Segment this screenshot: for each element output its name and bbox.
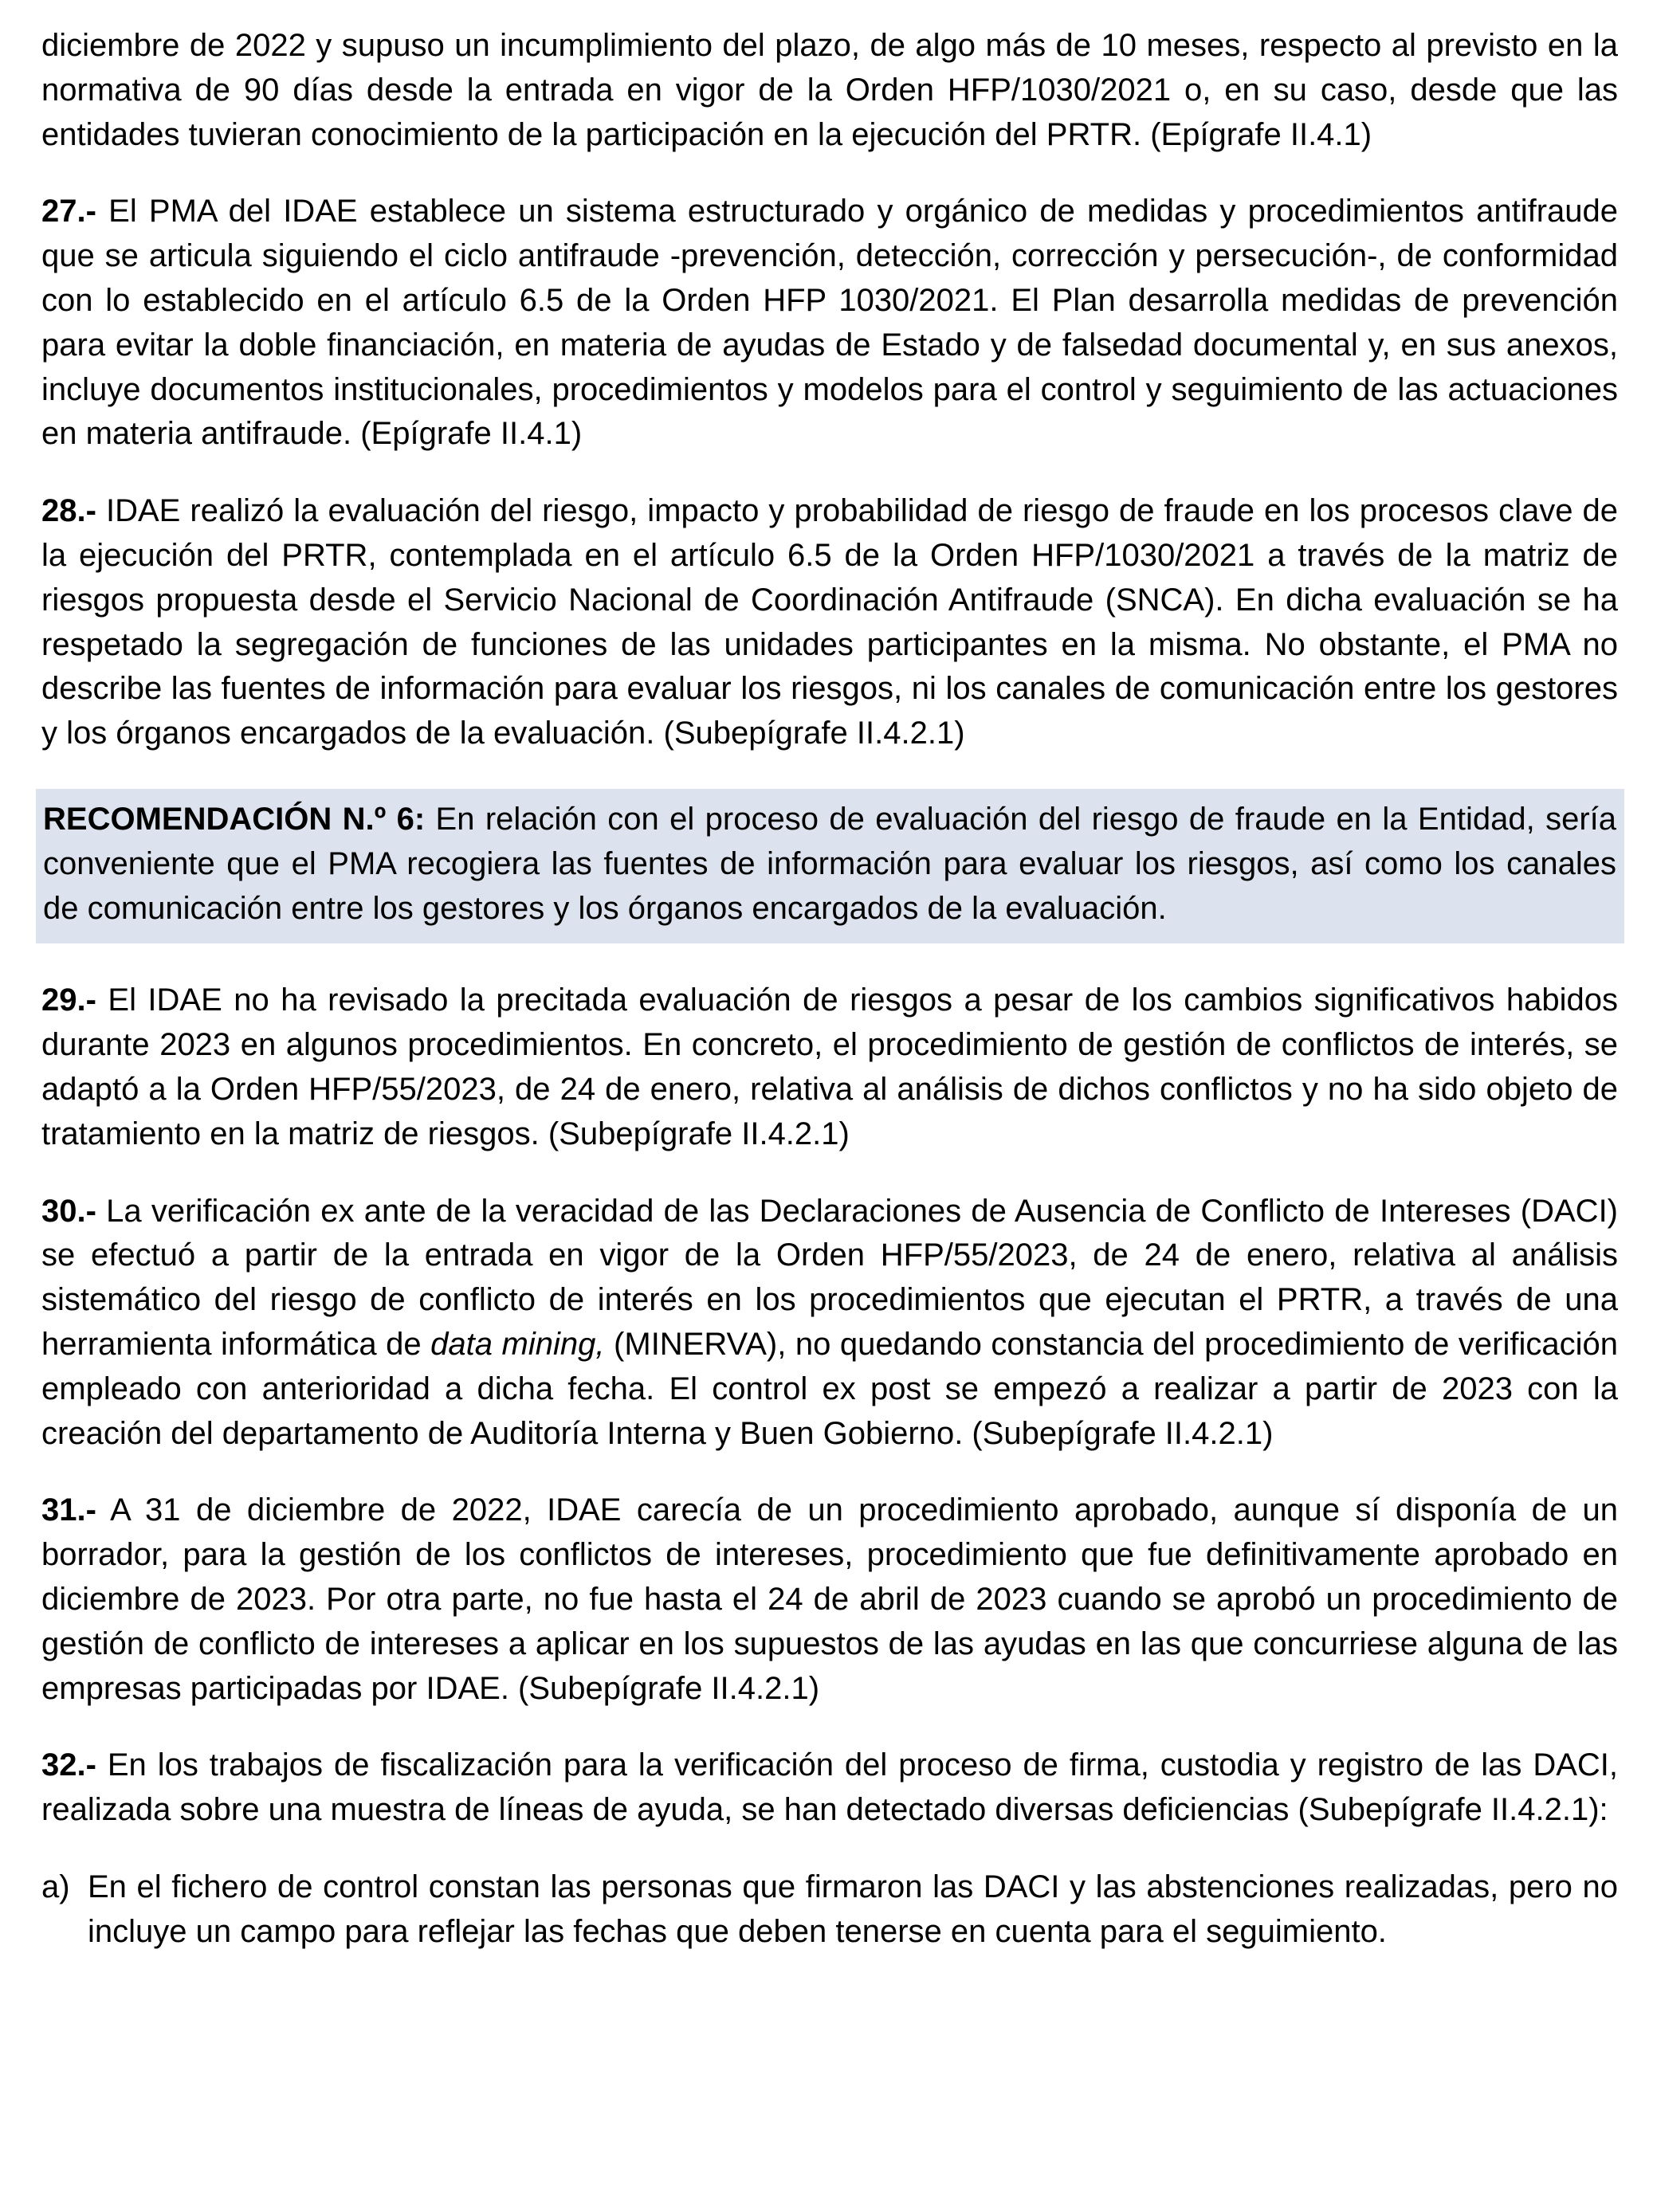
recommendation-highlight-box <box>36 789 1624 943</box>
list-item-marker: a) <box>41 1869 70 1904</box>
paragraph-number: 30.- <box>41 1193 96 1229</box>
paragraph-text-part1: La verificación ex ante de la veracidad de las Declaraciones de Ausencia de Conflicto de Intereses (DACI) se efectuó a partir de la entrada en vigor de la Orden HFP/55/2023, de 24 de enero, relativa al análisis sistemático del riesgo de conflicto de interés en los procedimientos que ejecutan el PRTR, a través de una herramienta informática de <box>41 1193 1618 1362</box>
paragraph-number: 28.- <box>41 493 96 529</box>
paragraph-32 <box>41 1743 1618 1833</box>
paragraph-text-part2: (MINERVA), no quedando constancia del procedimiento de verificación empleado con anterioridad a dicha fecha. El control ex post se empezó a realizar a partir de 2023 con la creación del departamento de Auditoría Interna y Buen Gobierno. (Subepígrafe II.4.2.1) <box>41 1326 1618 1451</box>
recommendation-6 <box>43 798 1616 931</box>
paragraph-text: diciembre de 2022 y supuso un incumplimiento del plazo, de algo más de 10 meses, respecto al previsto en la normativa de 90 días desde la entrada en vigor de la Orden HFP/1030/2021 o, en su caso, desde que las entidades tuvieran conocimiento de la participación en la ejecución del PRTR. (Epígrafe II.4.1) <box>41 28 1618 152</box>
paragraph-27 <box>41 190 1618 457</box>
paragraph-number: 32.- <box>41 1747 96 1783</box>
paragraph-number: 27.- <box>41 194 96 229</box>
paragraph-text: En los trabajos de fiscalización para la verificación del proceso de firma, custodia y registro de las DACI, realizada sobre una muestra de líneas de ayuda, se han detectado diversas deficiencias (Subepígrafe II.4.2.1): <box>41 1747 1618 1828</box>
paragraph-text: El PMA del IDAE establece un sistema estructurado y orgánico de medidas y procedimientos antifraude que se articula siguiendo el ciclo antifraude -prevención, detección, corrección y persecución-, de conformidad con lo establecido en el artículo 6.5 de la Orden HFP 1030/2021. El Plan desarrolla medidas de prevención para evitar la doble financiación, en materia de ayudas de Estado y de falsedad documental y, en sus anexos, incluye documentos institucionales, procedimientos y modelos para el control y seguimiento de las actuaciones en materia antifraude. (Epígrafe II.4.1) <box>41 194 1618 452</box>
paragraph-text: A 31 de diciembre de 2022, IDAE carecía de un procedimiento aprobado, aunque sí disponía de un borrador, para la gestión de los conflictos de intereses, procedimiento que fue definitivamente aprobado en diciembre de 2023. Por otra parte, no fue hasta el 24 de abril de 2023 cuando se aprobó un procedimiento de gestión de conflicto de intereses a aplicar en los supuestos de las ayudas en las que concurriese alguna de las empresas participadas por IDAE. (Subepígrafe II.4.2.1) <box>41 1492 1618 1706</box>
list-item-text: En el fichero de control constan las personas que firmaron las DACI y las abstenciones realizadas, pero no incluye un campo para reflejar las fechas que deben tenerse en cuenta para el seguimiento. <box>88 1869 1618 1949</box>
paragraph-number: 29.- <box>41 982 96 1018</box>
paragraph-28 <box>41 489 1618 756</box>
recommendation-label: RECOMENDACIÓN N.º 6: <box>43 801 426 837</box>
paragraph-number: 31.- <box>41 1492 96 1528</box>
list-item-a <box>41 1865 1618 1955</box>
paragraph-31 <box>41 1488 1618 1711</box>
paragraph-30 <box>41 1190 1618 1457</box>
italic-phrase-data-mining: data mining, <box>430 1326 605 1362</box>
paragraph-29 <box>41 979 1618 1156</box>
recommendation-text: En relación con el proceso de evaluación del riesgo de fraude en la Entidad, sería conveniente que el PMA recogiera las fuentes de información para evaluar los riesgos, así como los canales de comunicación entre los gestores y los órganos encargados de la evaluación. <box>43 801 1616 926</box>
paragraph-text: IDAE realizó la evaluación del riesgo, impacto y probabilidad de riesgo de fraude en los procesos clave de la ejecución del PRTR, contemplada en el artículo 6.5 de la Orden HFP/1030/2021 a través de la matriz de riesgos propuesta desde el Servicio Nacional de Coordinación Antifraude (SNCA). En dicha evaluación se ha respetado la segregación de funciones de las unidades participantes en la misma. No obstante, el PMA no describe las fuentes de información para evaluar los riesgos, ni los canales de comunicación entre los gestores y los órganos encargados de la evaluación. (Subepígrafe II.4.2.1) <box>41 493 1618 751</box>
paragraph-continuation <box>41 24 1618 157</box>
paragraph-text: El IDAE no ha revisado la precitada evaluación de riesgos a pesar de los cambios significativos habidos durante 2023 en algunos procedimientos. En concreto, el procedimiento de gestión de conflictos de interés, se adaptó a la Orden HFP/55/2023, de 24 de enero, relativa al análisis de dichos conflictos y no ha sido objeto de tratamiento en la matriz de riesgos. (Subepígrafe II.4.2.1) <box>41 982 1618 1151</box>
